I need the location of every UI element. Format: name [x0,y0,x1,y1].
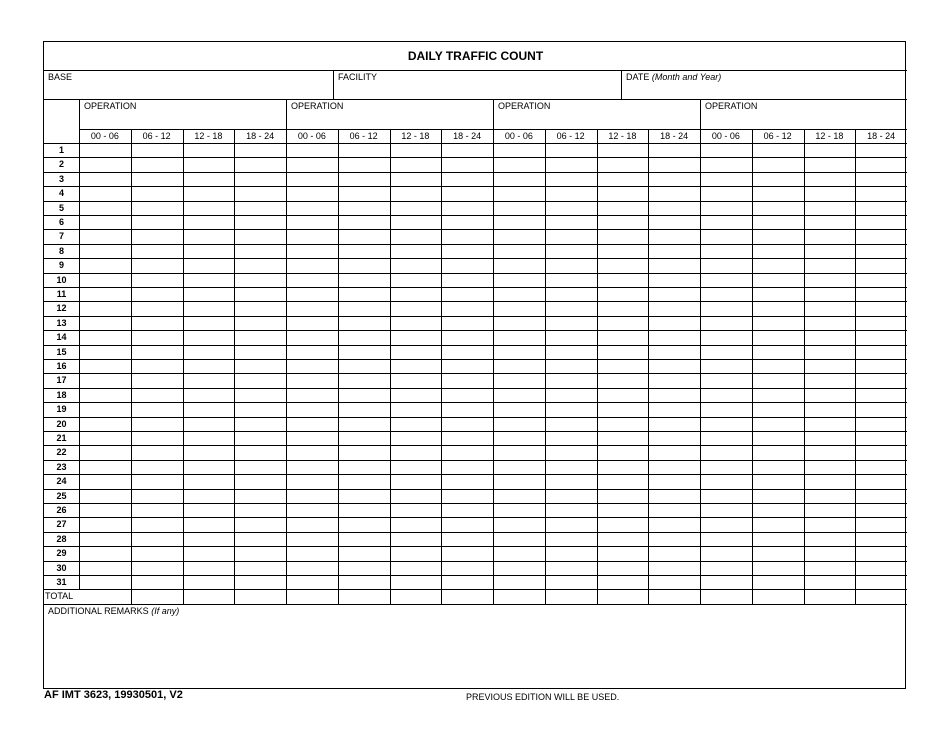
table-row[interactable] [79,388,907,402]
day-number: 24 [56,476,67,487]
table-row[interactable] [79,215,907,229]
day-number: 8 [58,245,64,256]
date-label: DATE [626,72,650,82]
table-row[interactable] [79,287,907,301]
date-hint: (Month and Year) [651,72,722,82]
time-slot-header: 18 - 24 [660,131,689,141]
time-slot-header: 18 - 24 [453,131,482,141]
time-slot-header: 06 - 12 [556,131,585,141]
table-row[interactable] [79,157,907,171]
time-slot-header: 00 - 06 [297,131,326,141]
day-number: 3 [58,173,64,184]
day-number: 28 [56,533,67,544]
table-row[interactable] [79,373,907,387]
operation-label: OPERATION [498,101,551,111]
table-row[interactable] [79,431,907,445]
time-slot-header: 06 - 12 [763,131,792,141]
day-number: 12 [56,303,67,314]
table-row[interactable] [79,460,907,474]
operation-group-divider [493,100,494,129]
operation-group-divider [286,100,287,129]
time-slot-header: 12 - 18 [194,131,223,141]
table-row[interactable] [79,186,907,200]
table-row[interactable] [79,316,907,330]
table-row[interactable] [79,273,907,287]
table-row[interactable] [79,201,907,215]
table-row[interactable] [79,517,907,531]
table-row[interactable] [79,503,907,517]
remarks-hint: (If any) [151,605,180,616]
table-row[interactable] [79,330,907,344]
day-number: 4 [58,188,64,199]
day-number: 14 [56,332,67,343]
table-row[interactable] [79,417,907,431]
table-row[interactable] [79,359,907,373]
time-slot-header: 00 - 06 [90,131,119,141]
day-number: 17 [56,375,67,386]
table-row[interactable] [79,402,907,416]
day-number: 22 [56,447,67,458]
day-number: 18 [56,389,67,400]
day-number: 7 [58,231,64,242]
table-row[interactable] [79,445,907,459]
day-number: 10 [56,274,67,285]
table-row[interactable] [79,561,907,575]
day-number: 15 [56,346,67,357]
edition-note: PREVIOUS EDITION WILL BE USED. [466,692,620,702]
table-row[interactable] [79,143,907,157]
table-row[interactable] [79,258,907,272]
day-number: 30 [56,562,67,573]
day-number: 21 [56,433,67,443]
form-identifier: AF IMT 3623, 19930501, V2 [44,689,183,701]
day-number: 6 [58,217,64,227]
time-slot-header: 12 - 18 [401,131,430,141]
day-number: 16 [56,361,67,371]
remarks-area[interactable] [44,604,905,688]
operation-label: OPERATION [84,101,137,111]
operation-label: OPERATION [291,101,344,111]
day-number: 1 [58,145,64,155]
day-number: 29 [56,548,67,559]
operation-group-divider [700,100,701,129]
day-number: 19 [56,404,67,415]
day-number: 27 [56,519,67,530]
day-number: 20 [56,418,67,429]
base-label: BASE [48,72,73,82]
total-row[interactable] [79,589,907,603]
day-number: 9 [58,260,64,271]
table-row[interactable] [79,301,907,315]
day-number: 26 [56,505,67,515]
date-field[interactable] [622,71,907,100]
day-number: 31 [56,577,67,587]
day-number: 13 [56,317,67,328]
operation-label: OPERATION [705,101,758,111]
time-slot-header: 18 - 24 [246,131,275,141]
day-number: 25 [56,490,67,501]
table-row[interactable] [79,546,907,560]
time-slot-header: 06 - 12 [142,131,171,141]
table-row[interactable] [79,244,907,258]
table-row[interactable] [79,172,907,186]
day-number: 5 [58,202,64,213]
day-number: 2 [58,159,64,170]
table-row[interactable] [79,489,907,503]
day-number: 23 [56,461,67,472]
base-field[interactable] [44,71,334,100]
total-label: TOTAL [45,591,74,602]
table-row[interactable] [79,474,907,488]
day-number: 11 [56,289,67,299]
table-row[interactable] [79,345,907,359]
remarks-label: ADDITIONAL REMARKS [48,605,149,616]
form-title: DAILY TRAFFIC COUNT [44,42,907,71]
table-row[interactable] [79,575,907,589]
time-slot-header: 18 - 24 [867,131,896,141]
table-row[interactable] [79,532,907,546]
traffic-count-form [43,41,906,689]
facility-label: FACILITY [338,72,378,82]
time-slot-header: 12 - 18 [608,131,637,141]
time-slot-header: 12 - 18 [815,131,844,141]
time-slot-header: 00 - 06 [504,131,533,141]
table-row[interactable] [79,229,907,243]
time-slot-header: 00 - 06 [711,131,740,141]
facility-field[interactable] [334,71,622,100]
time-slot-header: 06 - 12 [349,131,378,141]
